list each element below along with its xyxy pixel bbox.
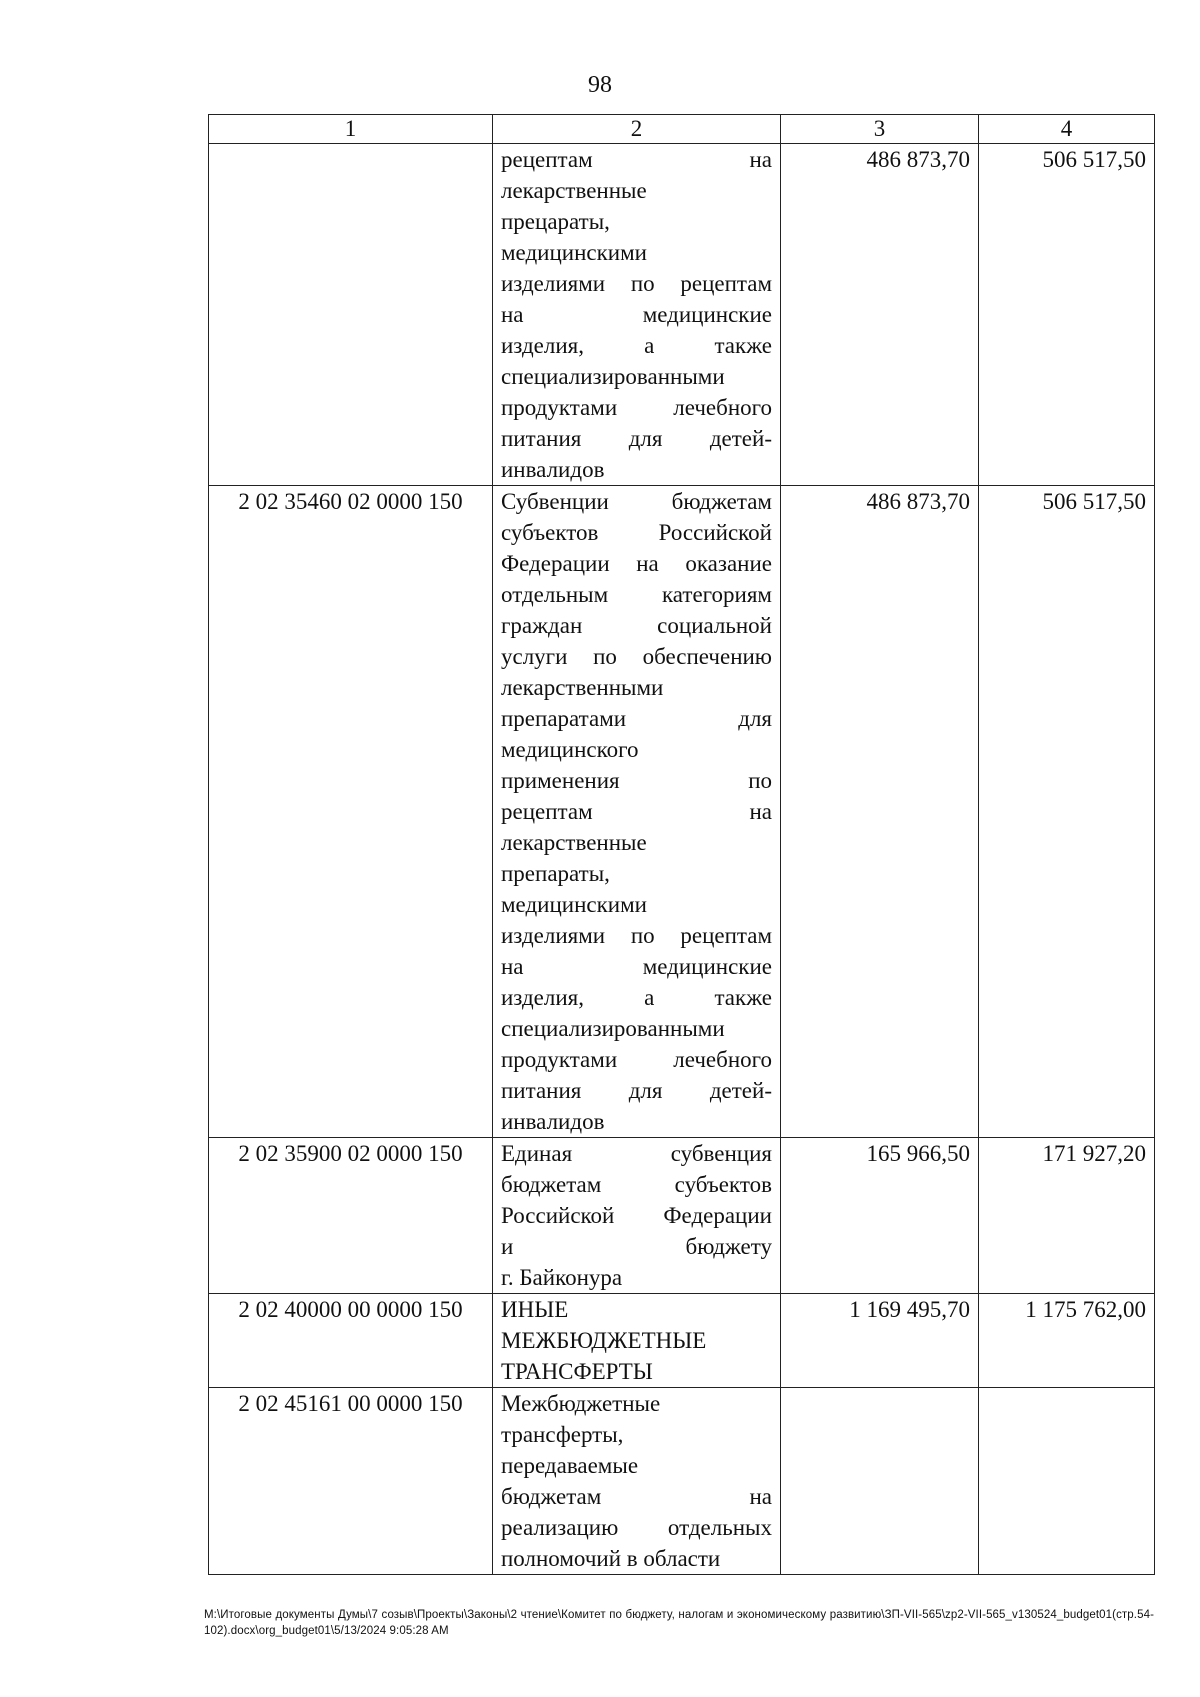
description-line: рецептам на xyxy=(501,799,772,824)
description-line: и бюджету xyxy=(501,1234,772,1259)
description-line: инвалидов xyxy=(501,457,605,482)
description-cell xyxy=(493,1294,781,1388)
budget-table xyxy=(208,114,1155,1575)
description-line: медицинскими xyxy=(501,892,647,917)
page-number: 98 xyxy=(588,72,612,98)
description-line: ТРАНСФЕРТЫ xyxy=(501,1359,653,1384)
description-line: медицинского xyxy=(501,737,639,762)
description-line: Федерации на оказание xyxy=(501,551,772,576)
description-line: трансферты, xyxy=(501,1422,624,1447)
description-line: специализированными xyxy=(501,1016,725,1041)
amount-col-4-cell: 506 517,50 xyxy=(979,144,1155,486)
header-col-3: 3 xyxy=(781,115,979,144)
table-row xyxy=(209,1294,1155,1388)
description-line: Российской Федерации xyxy=(501,1203,772,1228)
amount-col-3-cell: 165 966,50 xyxy=(781,1138,979,1294)
description-line: применения по xyxy=(501,768,772,793)
description-line: питания для детей- xyxy=(501,1078,772,1103)
file-path-footer: M:\Итоговые документы Думы\7 созыв\Проекты\Законы\2 чтение\Комитет по бюджету, налогам и экономическому развитию\ЗП-VII-565\zp2-VII-565_v130524_budget01(стр.54-102).docx\org_budget01\5/13/2024 9:05:28 AM xyxy=(204,1609,1154,1637)
header-col-2: 2 xyxy=(493,115,781,144)
amount-col-4-cell: 506 517,50 xyxy=(979,486,1155,1138)
description-line: МЕЖБЮДЖЕТНЫЕ xyxy=(501,1328,707,1353)
description-line: на медицинские xyxy=(501,954,772,979)
amount-col-3-cell: 486 873,70 xyxy=(781,486,979,1138)
amount-col-3-cell xyxy=(781,1388,979,1575)
description-line: инвалидов xyxy=(501,1109,605,1134)
description-line: передаваемые xyxy=(501,1453,639,1478)
amount-col-4-cell: 1 175 762,00 xyxy=(979,1294,1155,1388)
description-line: отдельным категориям xyxy=(501,582,772,607)
description-line: бюджетам субъектов xyxy=(501,1172,772,1197)
description-line: Субвенции бюджетам xyxy=(501,489,772,514)
table-row xyxy=(209,486,1155,1138)
table-row xyxy=(209,1388,1155,1575)
description-line: препараты, xyxy=(501,861,610,886)
description-cell xyxy=(493,486,781,1138)
description-line: услуги по обеспечению xyxy=(501,644,772,669)
description-line: продуктами лечебного xyxy=(501,395,772,420)
description-line: на медицинские xyxy=(501,302,772,327)
budget-code-cell: 2 02 40000 00 0000 150 xyxy=(209,1294,493,1388)
budget-code-cell: 2 02 45161 00 0000 150 xyxy=(209,1388,493,1575)
description-line: Межбюджетные xyxy=(501,1391,661,1416)
description-line: изделиями по рецептам xyxy=(501,923,772,948)
description-line: Единая субвенция xyxy=(501,1141,772,1166)
description-cell xyxy=(493,1388,781,1575)
description-line: препаратами для xyxy=(501,706,772,731)
description-line: изделия, а также xyxy=(501,985,772,1010)
description-line: лекарственными xyxy=(501,675,664,700)
header-col-1: 1 xyxy=(209,115,493,144)
header-col-4: 4 xyxy=(979,115,1155,144)
description-line: ИНЫЕ xyxy=(501,1297,569,1322)
description-line: лекарственные xyxy=(501,830,647,855)
amount-col-4-cell xyxy=(979,1388,1155,1575)
description-line: питания для детей- xyxy=(501,426,772,451)
budget-code-cell: 2 02 35900 02 0000 150 xyxy=(209,1138,493,1294)
description-line: реализацию отдельных xyxy=(501,1515,772,1540)
description-line: рецептам на xyxy=(501,147,772,172)
table-row xyxy=(209,144,1155,486)
description-line: граждан социальной xyxy=(501,613,772,638)
description-line: изделиями по рецептам xyxy=(501,271,772,296)
table-header-row xyxy=(209,115,1155,144)
description-line: изделия, а также xyxy=(501,333,772,358)
description-line: бюджетам на xyxy=(501,1484,772,1509)
description-line: г. Байконура xyxy=(501,1265,623,1290)
budget-code-cell xyxy=(209,144,493,486)
amount-col-3-cell: 486 873,70 xyxy=(781,144,979,486)
description-line: полномочий в области xyxy=(501,1546,721,1571)
description-cell xyxy=(493,144,781,486)
budget-code-cell: 2 02 35460 02 0000 150 xyxy=(209,486,493,1138)
description-line: лекарственные xyxy=(501,178,647,203)
description-line: медицинскими xyxy=(501,240,647,265)
amount-col-4-cell: 171 927,20 xyxy=(979,1138,1155,1294)
amount-col-3-cell: 1 169 495,70 xyxy=(781,1294,979,1388)
table-row xyxy=(209,1138,1155,1294)
description-line: продуктами лечебного xyxy=(501,1047,772,1072)
description-cell xyxy=(493,1138,781,1294)
description-line: специализированными xyxy=(501,364,725,389)
description-line: субъектов Российской xyxy=(501,520,772,545)
description-line: прецараты, xyxy=(501,209,610,234)
